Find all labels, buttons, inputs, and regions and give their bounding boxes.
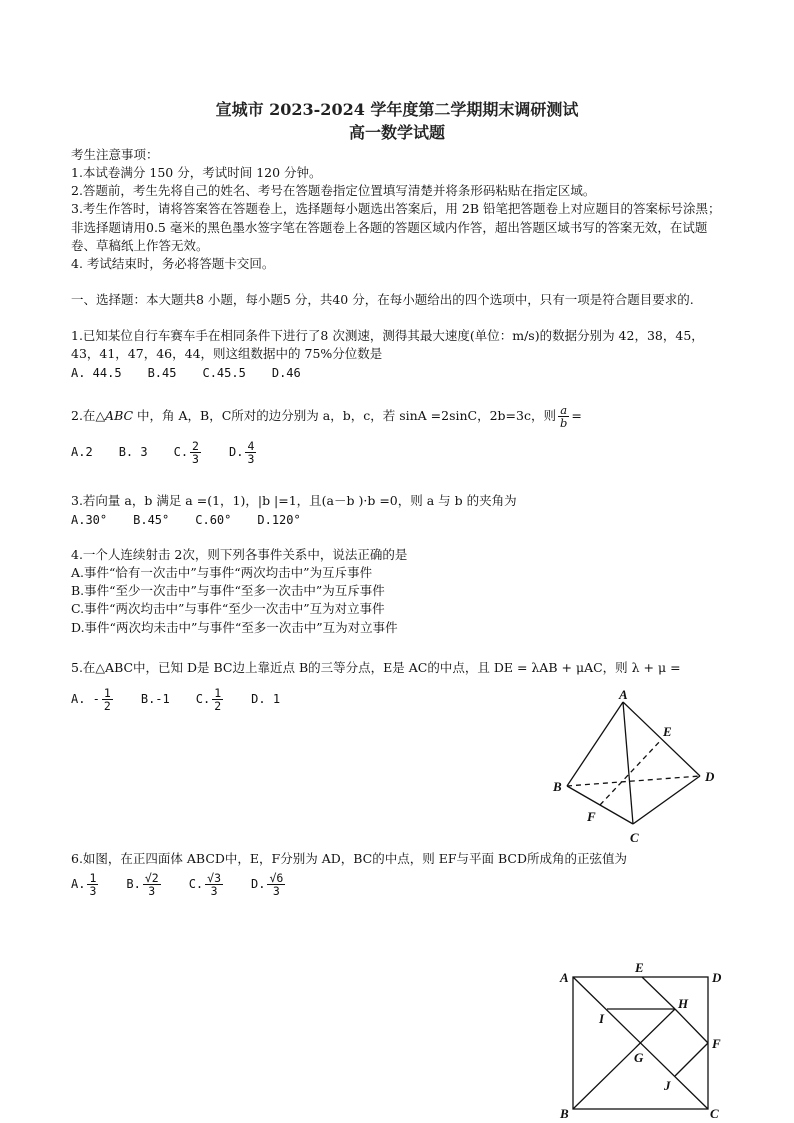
question-2-stem: 2.在△ABC 中，角 A，B，C所对的边分别为 a，b，c，若 sinA =2sinC，2b=3c，则 $\frac{a}{b}$ = — [71, 403, 582, 431]
q2-fraction: $\frac{a}{b}$ — [560, 403, 568, 431]
q4-option-a: A.事件“恰有一次击中”与事件“两次均击中”为互斥事件 — [71, 565, 373, 581]
question-2-options — [71, 440, 726, 465]
notice-item-2: 2.答题前，考生先将自己的姓名、考号在答题卷指定位置填写清楚并将条形码粘贴在指定区域。 — [71, 183, 596, 199]
question-3-stem: 3.若向量 a，b 满足 a =(1，1)，|b |=1，且(a－b )·b =0，则 a 与 b 的夹角为 — [71, 493, 517, 508]
question-3-options — [71, 512, 726, 529]
label-h: H — [678, 996, 689, 1011]
q5-option-c: C. $\frac{1}{2}$ — [195, 686, 222, 714]
q5-option-b: B.-1 — [140, 691, 170, 706]
q3-option-b: B.45° — [133, 513, 170, 527]
exam-subtitle: 高一数学试题 — [348, 123, 445, 142]
label-e: E — [635, 960, 644, 975]
q1-option-a: A. 44.5 — [71, 366, 122, 380]
question-1-options — [71, 365, 726, 382]
q2-option-d: D. $\frac{4}{3}$ — [228, 439, 255, 467]
q1-option-d: D.46 — [271, 366, 301, 380]
edge-cd — [633, 776, 700, 824]
question-1-stem: 1.已知某位自行车赛车手在相同条件下进行了8 次测速，测得其最大速度(单位：m/s)的数据分别为 42，38，45，43，41，47，46，44，则这组数据中的 75%分位数是 — [71, 328, 704, 362]
label-d: D — [705, 769, 715, 784]
question-4 — [71, 546, 726, 637]
notice-item-3: 3.考生作答时，请将答案答在答题卷上，选择题每小题选出答案后，用 2B 铅笔把答题卷上对应题目的答案标号涂黑；非选择题请用0.5 毫米的黑色墨水签字笔在答题卷上各题的答题区域内作答，超出答题区域书写的答案无效，在试题卷、草稿纸上作答无效。 — [71, 201, 721, 253]
label-j: J — [664, 1078, 671, 1093]
segment-b-to-h — [573, 1009, 675, 1109]
notice-item-4: 4. 考试结束时，务必将答题卡交回。 — [71, 255, 275, 271]
label-a: A — [619, 688, 628, 702]
label-d: D — [712, 970, 722, 985]
edge-bd-hidden — [567, 776, 700, 786]
q3-option-d: D.120° — [257, 513, 301, 527]
edge-ab — [567, 702, 623, 786]
tangram-square-figure — [555, 960, 730, 1120]
question-5-options — [71, 687, 280, 712]
q3-option-a: A.30° — [71, 513, 108, 527]
notice-heading: 考生注意事项： — [71, 147, 159, 162]
q2-option-c: C. $\frac{2}{3}$ — [173, 439, 199, 467]
segment-eh — [642, 977, 675, 1009]
question-4-stem: 4.一个人连续射击 2次，则下列各事件关系中，说法正确的是 — [71, 547, 408, 562]
tetrahedron-figure — [545, 688, 730, 848]
label-b: B — [560, 1106, 569, 1120]
notice-item-1: 1.本试卷满分 150 分，考试时间 120 分钟。 — [71, 165, 322, 181]
edge-ac — [623, 702, 633, 824]
notice-section — [71, 146, 726, 273]
q5-option-d: D. 1 — [251, 691, 281, 706]
question-6-options — [71, 872, 287, 897]
label-f: F — [712, 1036, 721, 1051]
label-b: B — [553, 779, 562, 794]
label-f: F — [587, 809, 596, 824]
label-c: C — [710, 1106, 719, 1120]
q1-option-c: C.45.5 — [202, 366, 246, 380]
q4-option-d: D.事件“两次均未击中”与事件“至多一次击中”互为对立事件 — [71, 619, 398, 635]
label-a: A — [560, 970, 569, 985]
q5-option-a: A. - $\frac{1}{2}$ — [71, 686, 111, 714]
label-i: I — [599, 1011, 605, 1026]
q4-option-c: C.事件“两次均击中”与事件“至少一次击中”互为对立事件 — [71, 601, 385, 617]
q2-option-b: B. 3 — [118, 444, 148, 459]
q1-option-b: B.45 — [147, 366, 177, 380]
question-6-stem: 6.如图，在正四面体 ABCD中，E，F分别为 AD，BC的中点，则 EF与平面 BCD所成角的正弦值为 — [71, 851, 627, 866]
question-5-stem: 5.在△ABC中，已知 D是 BC边上靠近点 B的三等分点，E是 AC的中点，且 DE = λAB + μAC，则 λ + μ = — [71, 660, 681, 675]
q6-option-a: A. $\frac{1}{3}$ — [71, 871, 97, 899]
section-heading: 一、选择题：本大题共8 小题，每小题5 分，共40 分，在每小题给出的四个选项中，只有一项是符合题目要求的. — [71, 292, 694, 307]
q6-option-c: C. $\frac{√3}{3}$ — [188, 871, 222, 899]
q6-option-d: D. $\frac{√6}{3}$ — [251, 871, 284, 899]
q2-option-a: A.2 — [71, 444, 93, 459]
q3-option-c: C.60° — [195, 513, 232, 527]
label-e: E — [663, 724, 672, 739]
q4-option-b: B.事件“至少一次击中”与事件“至多一次击中”为互斥事件 — [71, 583, 385, 599]
exam-title: 宣城市 2023-2024 学年度第二学期期末调研测试 — [215, 100, 579, 119]
q6-option-b: B. $\frac{√2}{3}$ — [126, 871, 159, 899]
label-c: C — [630, 830, 639, 845]
label-g: G — [634, 1050, 644, 1065]
segment-fj — [675, 1043, 708, 1076]
segment-hf — [675, 1009, 708, 1043]
